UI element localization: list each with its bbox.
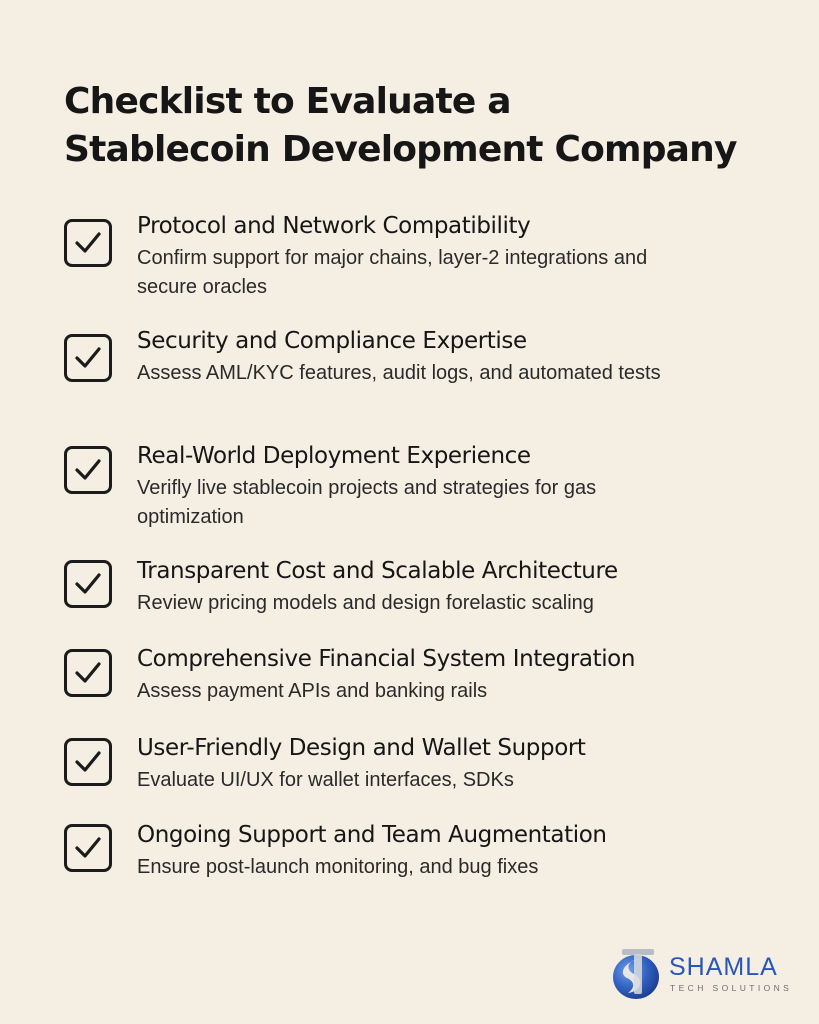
checkmark-icon xyxy=(74,230,102,256)
checklist-item-description: Assess payment APIs and banking rails xyxy=(137,680,488,702)
shamla-logo-mark-icon xyxy=(612,947,664,1003)
checklist-item-description: Evaluate UI/UX for wallet interfaces, SDKs xyxy=(137,769,514,791)
checkmark-icon xyxy=(74,749,102,775)
page-title xyxy=(64,78,764,174)
page-title-line-1: Checklist to Evaluate a xyxy=(64,81,511,122)
checkmark-icon xyxy=(74,345,102,371)
checklist-item-description: Confirm support for major chains, layer-2 integrations and secure oracles xyxy=(137,247,648,298)
checkbox-checked xyxy=(64,649,112,697)
page-title-line-2: Stablecoin Development Company xyxy=(64,129,737,170)
checkbox-checked xyxy=(64,738,112,786)
checkbox-checked xyxy=(64,560,112,608)
checkbox-checked xyxy=(64,446,112,494)
checkbox-checked xyxy=(64,824,112,872)
checklist-item-title: Transparent Cost and Scalable Architecture xyxy=(137,558,618,584)
checklist-item-title: Comprehensive Financial System Integration xyxy=(137,646,636,672)
checklist-item-title: Ongoing Support and Team Augmentation xyxy=(137,822,607,848)
checklist-item-description: Review pricing models and design forelastic scaling xyxy=(137,592,594,614)
checklist-item-description: Ensure post-launch monitoring, and bug fixes xyxy=(137,856,539,878)
checklist-item-title: User-Friendly Design and Wallet Support xyxy=(137,735,586,761)
checklist-item-title: Real-World Deployment Experience xyxy=(137,443,531,469)
checkmark-icon xyxy=(74,571,102,597)
checkmark-icon xyxy=(74,660,102,686)
checkmark-icon xyxy=(74,457,102,483)
checklist-item-description: Assess AML/KYC features, audit logs, and automated tests xyxy=(137,362,661,384)
logo-name: SHAMLA xyxy=(669,953,778,981)
checklist-item-title: Security and Compliance Expertise xyxy=(137,328,527,354)
checkmark-icon xyxy=(74,835,102,861)
checklist-item-title: Protocol and Network Compatibility xyxy=(137,213,531,239)
checkbox-checked xyxy=(64,219,112,267)
logo-tagline: TECH SOLUTIONS xyxy=(670,983,793,993)
checklist-item-description: Verifly live stablecoin projects and strategies for gas optimization xyxy=(137,477,597,528)
company-logo xyxy=(612,945,797,1005)
checkbox-checked xyxy=(64,334,112,382)
